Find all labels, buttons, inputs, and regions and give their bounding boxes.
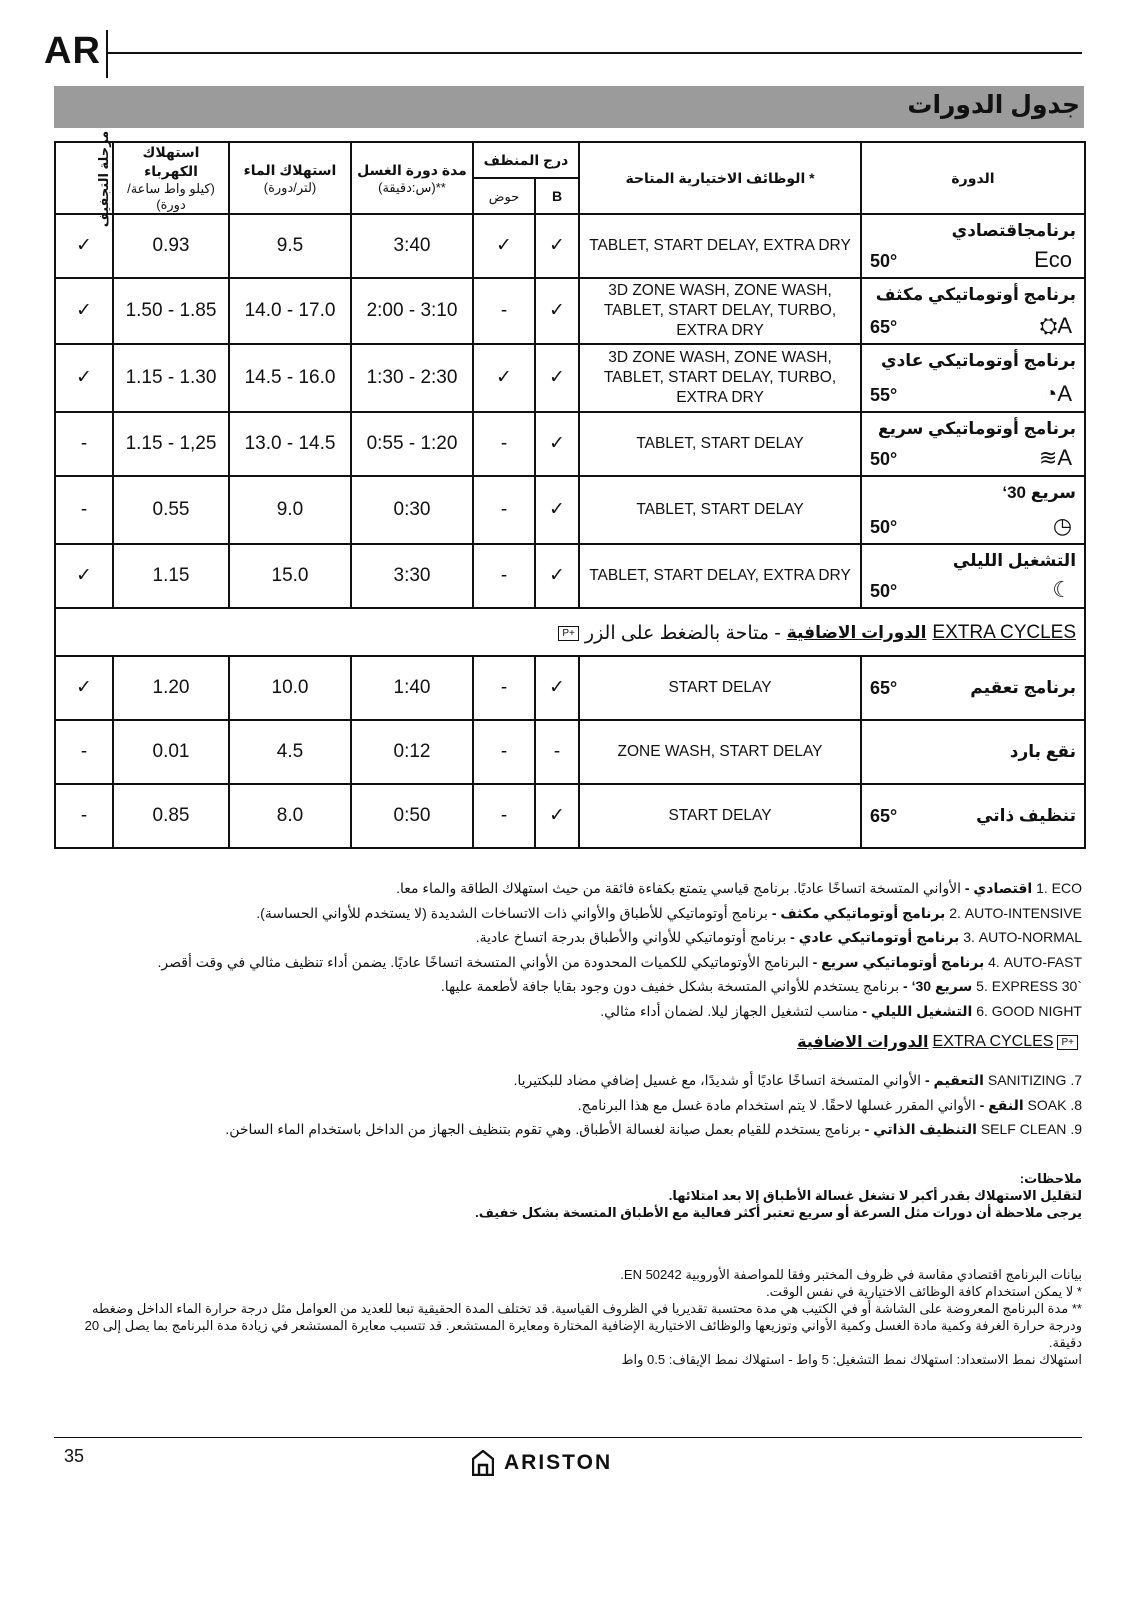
- note-item: 3. AUTO-NORMAL برنامج أوتوماتيكي عادي - برنامج أوتوماتيكي للأواني والأطباق بدرجة اتساخ عادية.: [475, 929, 1082, 945]
- functions-cell: 3D ZONE WASH, ZONE WASH, TABLET, START DELAY, TURBO, EXTRA DRY: [579, 278, 861, 344]
- water-cell: 13.0 - 14.5: [229, 412, 351, 476]
- extra-cycles-label-ar: الدورات الاضافية: [797, 1034, 929, 1051]
- energy-cell: 1.15: [113, 544, 229, 608]
- footnote: استهلاك نمط الاستعداد: استهلاك نمط التشغيل: 5 واط - استهلاك نمط الإيقاف: 0.5 واط: [621, 1352, 1082, 1367]
- duration-cell: 3:30: [351, 544, 473, 608]
- page-title: جدول الدورات: [907, 91, 1080, 119]
- table-row: [55, 278, 1085, 344]
- section-title-bar: [54, 86, 1084, 128]
- energy-cell: 0.01: [113, 720, 229, 784]
- energy-cell: 1.15 - 1.30: [113, 344, 229, 412]
- header-rule: [106, 52, 1082, 54]
- drying-cell: ✓: [55, 214, 113, 278]
- functions-cell: START DELAY: [579, 784, 861, 848]
- fast-wash-icon: ≋A: [1038, 445, 1073, 470]
- cycle-cell: نقع بارد: [861, 720, 1085, 784]
- house-logo-icon: [472, 1450, 494, 1476]
- b-cell: ✓: [535, 476, 579, 544]
- detergent-header: درج المنظف: [473, 142, 579, 178]
- footer-rule: [54, 1437, 1082, 1438]
- table-row: [55, 720, 1085, 784]
- table-row: [55, 476, 1085, 544]
- drying-cell: -: [55, 784, 113, 848]
- cycle-cell: برنامج أوتوماتيكي مكثف 65° ⛭A: [861, 278, 1085, 344]
- drying-cell: -: [55, 476, 113, 544]
- note-item: 1. ECO اقتصادي - الأواني المتسخة اتساخًا عاديًا. برنامج قياسي يتمتع بكفاءة فائقة من حيث استهلاك الطاقة والماء معا.: [396, 880, 1082, 896]
- table-row: [55, 344, 1085, 412]
- drying-cell: ✓: [55, 656, 113, 720]
- cycle-header: الدورة: [861, 142, 1085, 214]
- water-cell: 9.0: [229, 476, 351, 544]
- functions-cell: ZONE WASH, START DELAY: [579, 720, 861, 784]
- functions-cell: TABLET, START DELAY, EXTRA DRY: [579, 544, 861, 608]
- b-cell: ✓: [535, 412, 579, 476]
- energy-cell: 0.55: [113, 476, 229, 544]
- remarks-line: لتقليل الاستهلاك بقدر أكبر لا تشغل غسالة الأطباق إلا بعد امتلائها.: [668, 1188, 1082, 1203]
- functions-cell: TABLET, START DELAY: [579, 412, 861, 476]
- water-header: استهلاك الماء (لتر/دورة): [229, 142, 351, 214]
- remarks-line: يرجى ملاحظة أن دورات مثل السرعة أو سريع تعتبر أكثر فعالية مع الأطباق المتسخة بشكل خفيف.: [475, 1205, 1082, 1220]
- energy-cell: 0.85: [113, 784, 229, 848]
- extra-cycle-notes: [54, 1068, 1082, 1142]
- footnote: بيانات البرنامج اقتصادي مقاسة في ظروف المختبر وفقا للمواصفة الأوروبية EN 50242.: [620, 1267, 1082, 1282]
- basin-cell: -: [473, 278, 535, 344]
- duration-cell: 1:30 - 2:30: [351, 344, 473, 412]
- cycle-cell: 65° تنظيف ذاتي: [861, 784, 1085, 848]
- duration-header: مدة دورة الغسل **(س:دقيقة): [351, 142, 473, 214]
- basin-cell: -: [473, 476, 535, 544]
- energy-cell: 0.93: [113, 214, 229, 278]
- drying-cell: ✓: [55, 278, 113, 344]
- basin-cell: ✓: [473, 344, 535, 412]
- energy-cell: 1.20: [113, 656, 229, 720]
- duration-cell: 0:55 - 1:20: [351, 412, 473, 476]
- extra-title-ar: الدورات الاضافية: [786, 623, 927, 642]
- note-item: 6. GOOD NIGHT التشغيل الليلي - مناسب لتشغيل الجهاز ليلا. لضمان أداء مثالي.: [600, 1002, 1082, 1019]
- water-cell: 9.5: [229, 214, 351, 278]
- duration-cell: 0:12: [351, 720, 473, 784]
- footnote: ** مدة البرنامج المعروضة على الشاشة أو في الكتيب هي مدة محتسبة تقديريا في الظروف القياسية. قد تختلف المدة الحقيقية تبعا للعديد من العوامل مثل درجة حرارة الماء الداخل وضغطه ودرجة حرارة الغرفة وكمية مادة الغسل وكمية الأواني وتوزيعها والوظائف الاختيارية الإضافية المختارة ومعايرة المستشعر. قد تتسبب معايرة المستشعر في زيادة مدة البرنامج بما يصل إلى 20 دقيقة.: [84, 1301, 1082, 1350]
- duration-cell: 2:00 - 3:10: [351, 278, 473, 344]
- basin-cell: -: [473, 412, 535, 476]
- water-cell: 14.5 - 16.0: [229, 344, 351, 412]
- water-cell: 15.0: [229, 544, 351, 608]
- eco-icon: Eco: [1034, 247, 1073, 272]
- p-plus-button-icon: P+: [558, 626, 579, 641]
- energy-header: استهلاك الكهرباء (كيلو واط ساعة/دورة): [113, 142, 229, 214]
- cycle-cell: برنامج أوتوماتيكي عادي 55° ◔A: [861, 344, 1085, 412]
- duration-cell: 0:50: [351, 784, 473, 848]
- b-cell: ✓: [535, 344, 579, 412]
- pot-icon: ⛭A: [1039, 313, 1073, 338]
- cycle-cell: سريع 30‘ 50° ◷: [861, 476, 1085, 544]
- functions-cell: START DELAY: [579, 656, 861, 720]
- note-item: 9. SELF CLEAN التنظيف الذاتي - برنامج يستخدم للقيام بعمل صيانة لغسالة الأطباق. وهي تقوم بتنظيف الجهاز من الداخل باستخدام الماء الساخن.: [225, 1121, 1082, 1137]
- table-row: [55, 412, 1085, 476]
- table-row: [55, 544, 1085, 608]
- duration-cell: 1:40: [351, 656, 473, 720]
- brand-logo: [472, 1450, 612, 1476]
- note-item: 7. SANITIZING التعقيم - الأواني المتسخة اتساخًا عاديًا أو شديدًا، مع غسيل إضافي مضاد للبكتيريا.: [513, 1072, 1082, 1088]
- remarks: [54, 1170, 1082, 1221]
- cycle-cell: 65° برنامج تعقيم: [861, 656, 1085, 720]
- cycle-cell: برنامجاقتصادي 50° Eco: [861, 214, 1085, 278]
- table-row: [55, 656, 1085, 720]
- language-code: AR: [44, 30, 101, 72]
- extra-cycles-label: [797, 1032, 1078, 1052]
- water-cell: 4.5: [229, 720, 351, 784]
- extra-title-en: EXTRA CYCLES: [932, 622, 1077, 643]
- remarks-title: ملاحظات:: [1019, 1171, 1082, 1186]
- cycle-cell: التشغيل الليلي 50° ☾: [861, 544, 1085, 608]
- functions-cell: TABLET, START DELAY, EXTRA DRY: [579, 214, 861, 278]
- b-cell: ✓: [535, 544, 579, 608]
- b-cell: ✓: [535, 214, 579, 278]
- note-item: 2. AUTO-INTENSIVE برنامج أوتوماتيكي مكثف - برنامج أوتوماتيكي للأطباق والأواني ذات الاتساخات الشديدة (لا يستخدم للأواني الحساسة).: [256, 904, 1082, 921]
- duration-cell: 3:40: [351, 214, 473, 278]
- note-item: 4. AUTO-FAST برنامج أوتوماتيكي سريع - البرنامج الأوتوماتيكي للكميات المحدودة من الأواني المتسخة اتساخًا عاديًا. يضمن أداء تنظيف مثالي في وقت أقصر.: [157, 953, 1082, 970]
- b-cell: ✓: [535, 656, 579, 720]
- duration-cell: 0:30: [351, 476, 473, 544]
- note-item: 5. EXPRESS 30` سريع 30‘ - برنامج يستخدم للأواني المتسخة بشكل خفيف دون وجود بقايا جافة لأطعمة عليها.: [440, 978, 1082, 994]
- b-cell: -: [535, 720, 579, 784]
- table-row: [55, 214, 1085, 278]
- drying-cell: ✓: [55, 344, 113, 412]
- cycle-cell: برنامج أوتوماتيكي سريع 50° ≋A: [861, 412, 1085, 476]
- note-item: 8. SOAK النقع - الأواني المقرر غسلها لاحقًا. لا يتم استخدام مادة غسل مع هذا البرنامج.: [577, 1096, 1082, 1113]
- cycle-notes: [54, 876, 1082, 1023]
- footnotes: [60, 1266, 1082, 1368]
- functions-header: * الوظائف الاختيارية المتاحة: [579, 142, 861, 214]
- footnote: * لا يمكن استخدام كافة الوظائف الاختيارية في نفس الوقت.: [766, 1284, 1082, 1299]
- basin-cell: -: [473, 544, 535, 608]
- water-cell: 8.0: [229, 784, 351, 848]
- plate-cutlery-icon: ◔A: [1044, 381, 1073, 406]
- header-divider: [106, 30, 108, 78]
- drying-cell: -: [55, 720, 113, 784]
- express-clock-icon: ◷: [1052, 513, 1073, 538]
- energy-cell: 1.15 - 1,25: [113, 412, 229, 476]
- cycles-table: [54, 130, 1086, 849]
- extra-cycles-header: [55, 608, 1085, 656]
- table-row: [55, 784, 1085, 848]
- functions-cell: TABLET, START DELAY: [579, 476, 861, 544]
- extra-cycles-label-en: EXTRA CYCLES: [932, 1033, 1054, 1050]
- b-cell: ✓: [535, 784, 579, 848]
- extra-desc: - متاحة بالضغط على الزر: [584, 622, 781, 644]
- detergent-b-header: B: [535, 178, 579, 214]
- drying-header: مرحلة التجفيف: [55, 142, 113, 214]
- p-plus-button-icon: P+: [1057, 1035, 1078, 1050]
- drying-cell: -: [55, 412, 113, 476]
- water-cell: 10.0: [229, 656, 351, 720]
- functions-cell: 3D ZONE WASH, ZONE WASH, TABLET, START DELAY, TURBO, EXTRA DRY: [579, 344, 861, 412]
- water-cell: 14.0 - 17.0: [229, 278, 351, 344]
- basin-cell: -: [473, 656, 535, 720]
- b-cell: ✓: [535, 278, 579, 344]
- extra-cycles-row: [55, 608, 1085, 656]
- brand-name: ARISTON: [504, 1451, 613, 1474]
- energy-cell: 1.50 - 1.85: [113, 278, 229, 344]
- page-number: 35: [64, 1446, 85, 1466]
- moon-icon: ☾: [1052, 577, 1073, 602]
- detergent-basin-header: حوض: [473, 178, 535, 214]
- drying-cell: ✓: [55, 544, 113, 608]
- basin-cell: -: [473, 720, 535, 784]
- basin-cell: -: [473, 784, 535, 848]
- basin-cell: ✓: [473, 214, 535, 278]
